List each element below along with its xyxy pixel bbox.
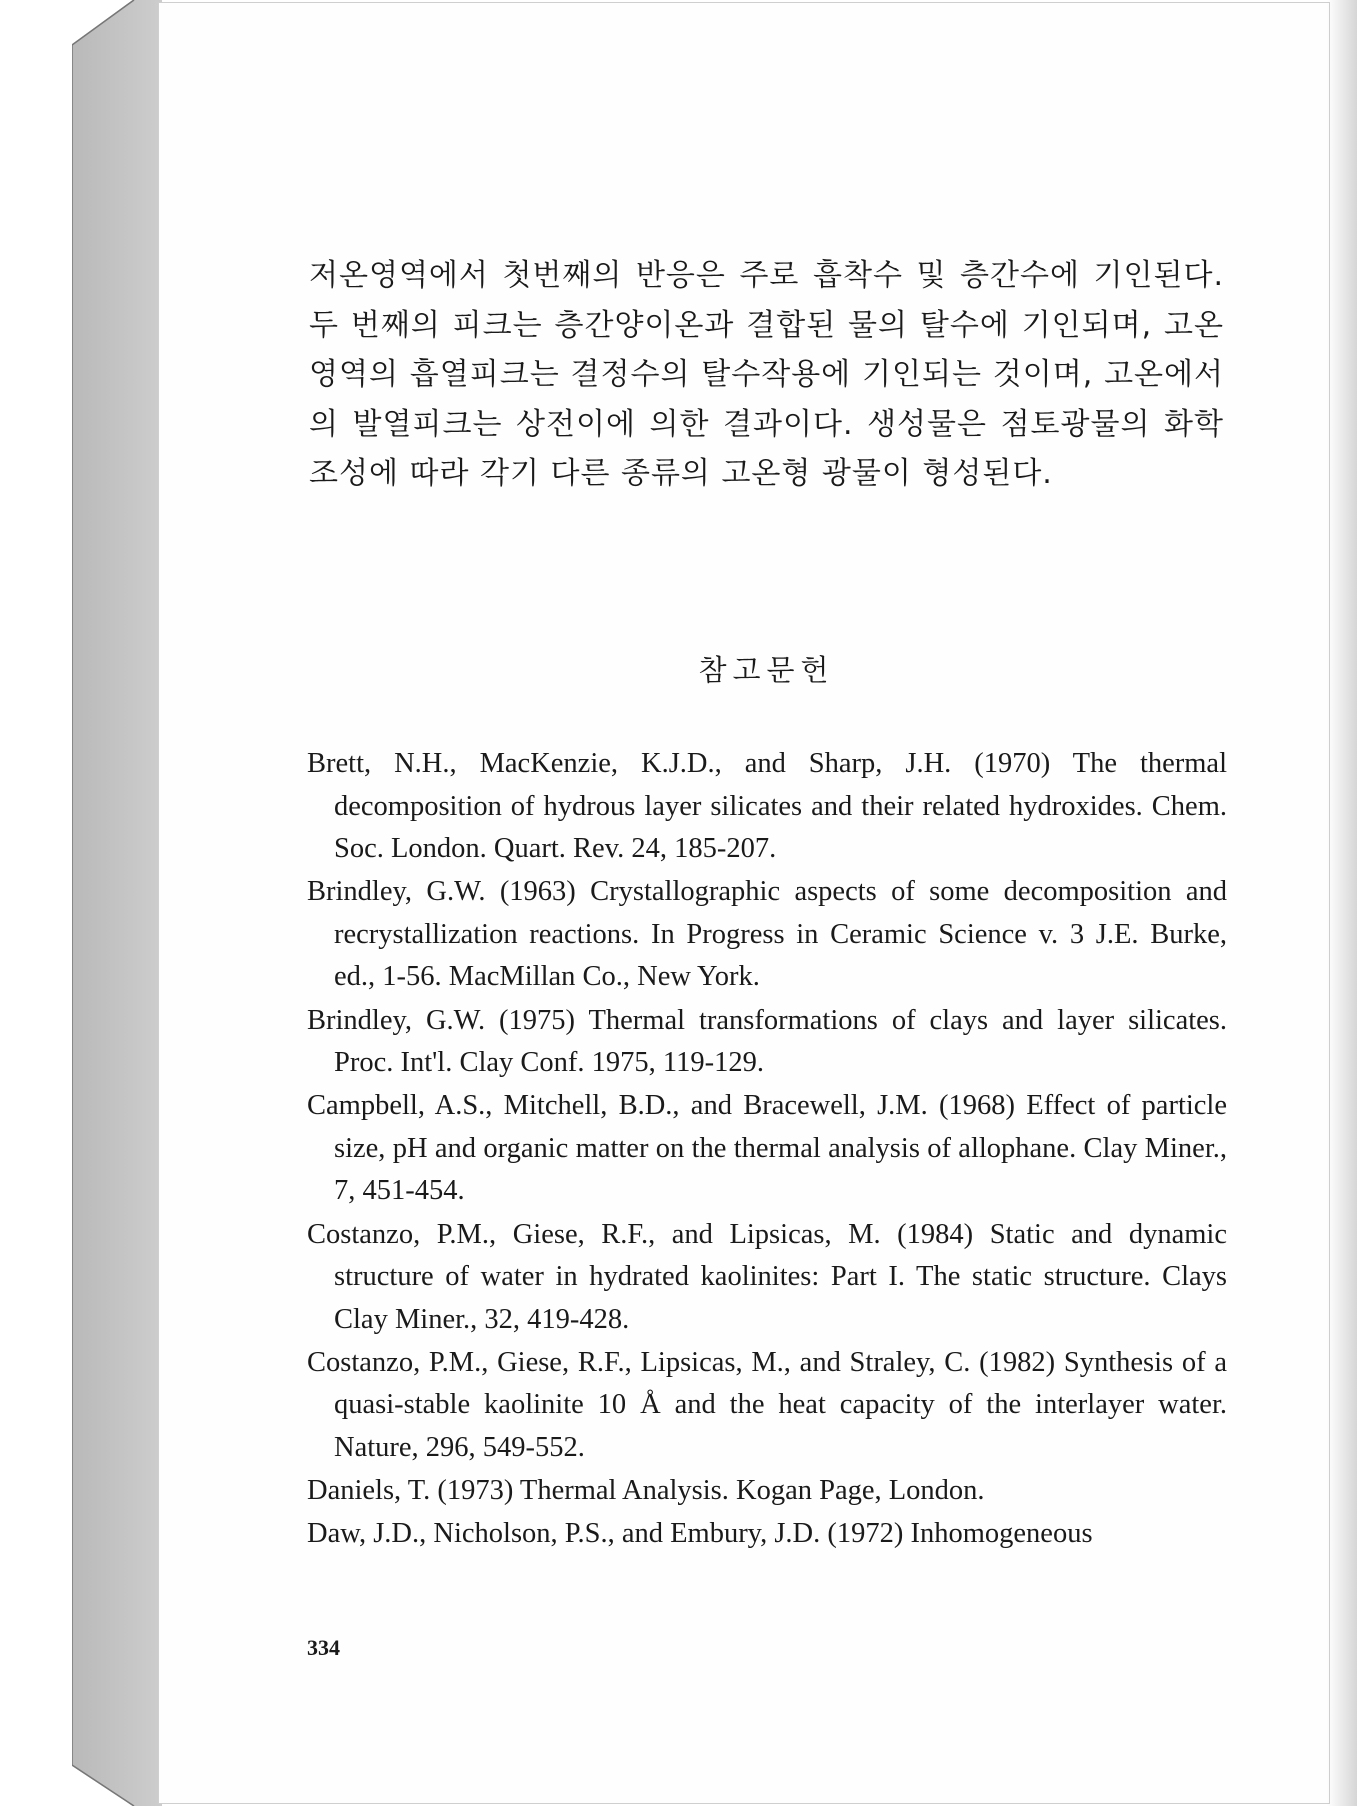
- page-edge-shadow: [1327, 0, 1357, 1806]
- korean-body-paragraph: 저온영역에서 첫번째의 반응은 주로 흡착수 및 층간수에 기인된다. 두 번째의 피크는 층간양이온과 결합된 물의 탈수에 기인되며, 고온영역의 흡열피크는 결정수의 탈수작용에 기인되는 것이며, 고온에서의 발열피크는 상전이에 의한 결과이다. 생성물은 점토광물의 화학조성에 따라 각기 다른 종류의 고온형 광물이 형성된다.: [309, 258, 1224, 491]
- page-number: 334: [307, 1635, 340, 1660]
- reference-entry: Daw, J.D., Nicholson, P.S., and Embury, J.D. (1972) Inhomogeneous: [307, 1518, 1093, 1550]
- reference-list: [307, 743, 1227, 1556]
- references-heading: 참고문헌: [698, 653, 835, 687]
- reference-entry: Campbell, A.S., Mitchell, B.D., and Bracewell, J.M. (1968) Effect of particle size, pH and organic matter on the thermal analysis of allophane. Clay Miner., 7, 451-454.: [307, 1090, 1227, 1207]
- reference-entry: Daniels, T. (1973) Thermal Analysis. Kogan Page, London.: [307, 1475, 985, 1507]
- book-spine-shape: [72, 0, 162, 1806]
- reference-entry: Brindley, G.W. (1963) Crystallographic aspects of some decomposition and recrystallization reactions. In Progress in Ceramic Science v. 3 J.E. Burke, ed., 1-56. MacMillan Co., New York.: [307, 876, 1227, 993]
- book-spine: [72, 0, 162, 1806]
- reference-entry: Brindley, G.W. (1975) Thermal transformations of clays and layer silicates. Proc. Int'l. Clay Conf. 1975, 119-129.: [307, 1004, 1227, 1079]
- reference-entry: Brett, N.H., MacKenzie, K.J.D., and Sharp, J.H. (1970) The thermal decomposition of hydrous layer silicates and their related hydroxides. Chem. Soc. London. Quart. Rev. 24, 185-207.: [307, 748, 1227, 865]
- document-page: [158, 2, 1330, 1804]
- reference-entry: Costanzo, P.M., Giese, R.F., and Lipsicas, M. (1984) Static and dynamic structure of water in hydrated kaolinites: Part I. The static structure. Clays Clay Miner., 32, 419-428.: [307, 1218, 1227, 1335]
- reference-entry: Costanzo, P.M., Giese, R.F., Lipsicas, M., and Straley, C. (1982) Synthesis of a quasi-stable kaolinite 10 Å and the heat capacity of the interlayer water. Nature, 296, 549-552.: [307, 1346, 1227, 1463]
